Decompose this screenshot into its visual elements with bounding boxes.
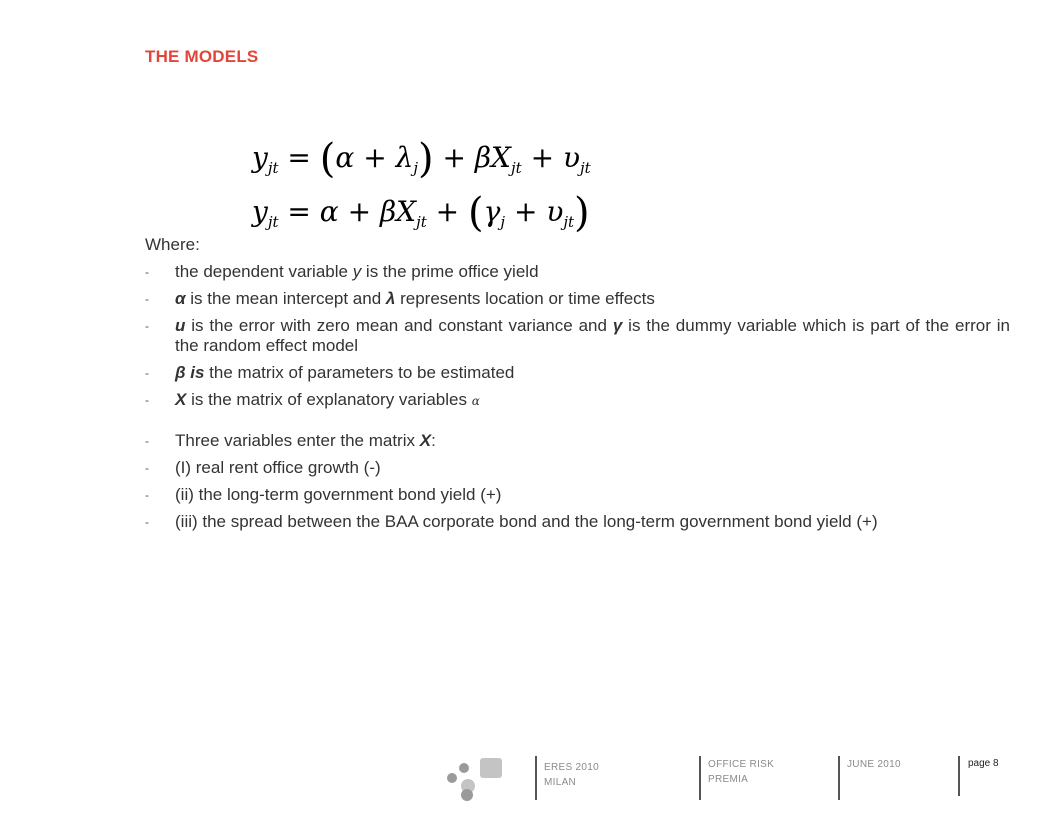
list-item: - Three variables enter the matrix X: [145, 431, 436, 450]
list-item: - α is the mean intercept and λ represents location or time effects [145, 289, 655, 308]
alpha-symbol: α [471, 394, 480, 408]
bullet-dash: - [145, 265, 149, 279]
bullet-dash: - [145, 393, 149, 407]
slide-title: THE MODELS [145, 47, 259, 66]
footer-conference: ERES 2010 MILAN [544, 762, 599, 788]
slide-body [145, 235, 1010, 539]
list-item: - X is the matrix of explanatory variables α [145, 390, 480, 409]
footer-topic: OFFICE RISK PREMIA [708, 759, 775, 785]
bullet-dash: - [145, 292, 149, 306]
bullet-dash: - [145, 434, 149, 448]
footer-divider [535, 756, 537, 800]
formula-fixed-effects: $y_{jt} = (\alpha + \lambda_j) + \beta X_{jt} + \upsilon_{jt}$ [252, 136, 591, 182]
bullet-dash: - [145, 319, 149, 333]
list-item: - (iii) the spread between the BAA corporate bond and the long-term government bond yield (+) [145, 512, 878, 531]
footer-divider [838, 756, 840, 800]
footer-divider [958, 756, 960, 796]
formula-random-effects: $y_{jt} = \alpha + \beta X_{jt} + (\gamma_j + \upsilon_{jt})$ [252, 190, 590, 236]
list-item: - (ii) the long-term government bond yield (+) [145, 485, 502, 504]
footer-divider [699, 756, 701, 800]
list-item: - (I) real rent office growth (-) [145, 458, 381, 477]
list-item: - β is the matrix of parameters to be estimated [145, 363, 515, 382]
bullet-dash: - [145, 515, 149, 529]
list-item: - u is the error with zero mean and constant variance and γ is the dummy variable which is part of the error in the random effect model [145, 316, 1010, 355]
bullet-dash: - [145, 461, 149, 475]
logo-icon [445, 756, 507, 802]
bullet-dash: - [145, 366, 149, 380]
footer-date: JUNE 2010 [847, 759, 901, 770]
bullet-dash: - [145, 488, 149, 502]
list-item: - the dependent variable y is the prime office yield [145, 262, 539, 281]
page-number: page 8 [968, 758, 999, 769]
where-label: Where: [145, 235, 200, 254]
